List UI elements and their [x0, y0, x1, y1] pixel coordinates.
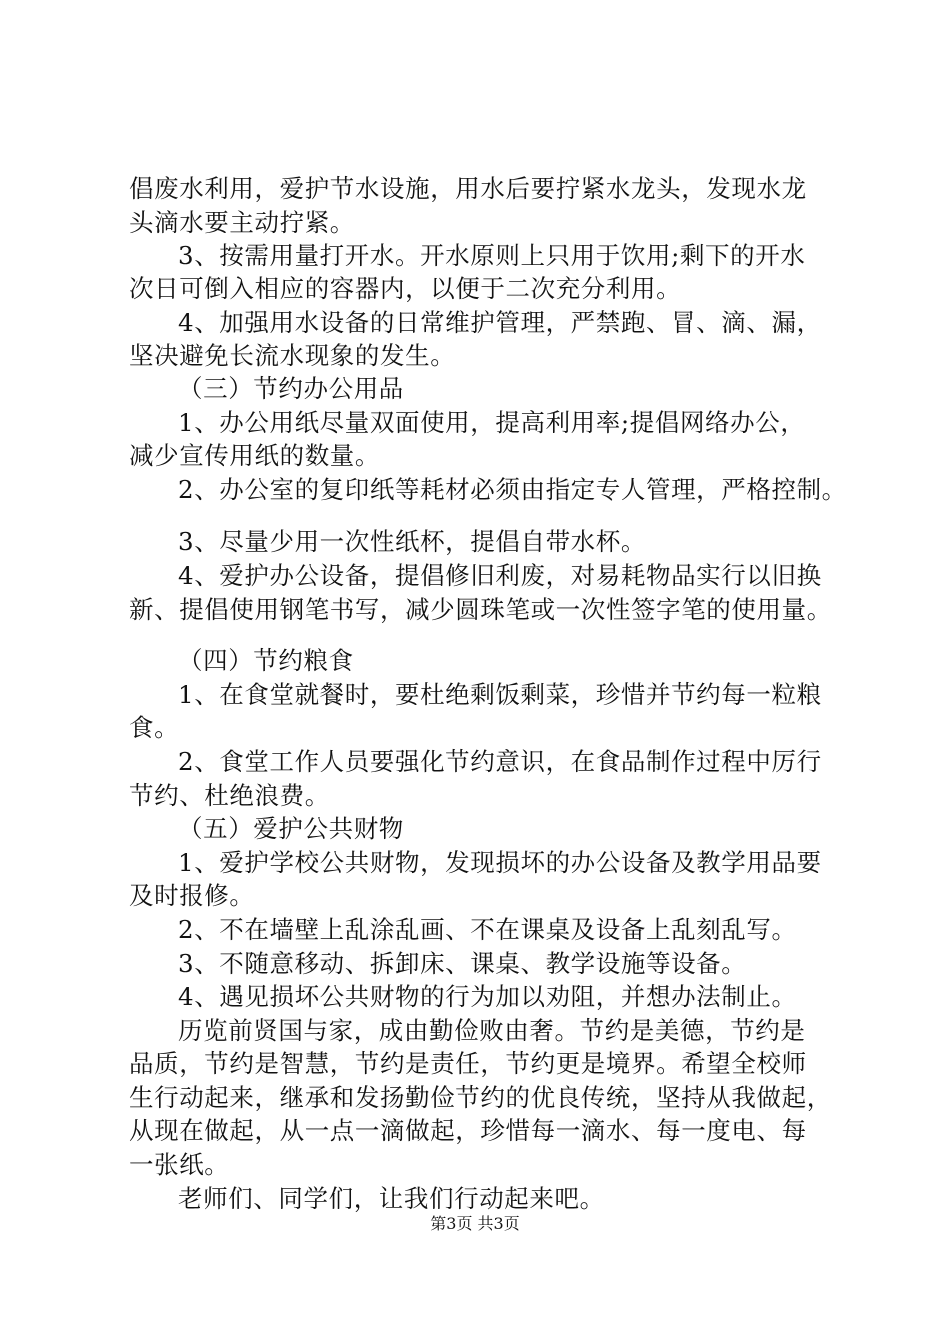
section-heading: （五）爱护公共财物: [178, 814, 404, 843]
text-line: 生行动起来，继承和发扬勤俭节约的优良传统，坚持从我做起，: [129, 1083, 832, 1112]
text-line: 历览前贤国与家，成由勤俭败由奢。节约是美德，节约是: [178, 1016, 806, 1045]
text-line: 从现在做起，从一点一滴做起，珍惜每一滴水、每一度电、每: [129, 1116, 807, 1145]
text-line: 3、按需用量打开水。开水原则上只用于饮用;剩下的开水: [178, 241, 806, 270]
section-heading: （三）节约办公用品: [178, 374, 404, 403]
text-line: 2、不在墙壁上乱涂乱画、不在课桌及设备上乱刻乱写。: [178, 915, 797, 944]
text-line: 及时报修。: [129, 881, 255, 910]
text-line: 4、加强用水设备的日常维护管理，严禁跑、冒、滴、漏，: [178, 308, 822, 337]
text-line: 头滴水要主动拧紧。: [129, 208, 355, 237]
text-line: 倡废水利用，爱护节水设施，用水后要拧紧水龙头，发现水龙: [129, 174, 807, 203]
section-heading: （四）节约粮食: [178, 646, 354, 675]
text-line: 3、尽量少用一次性纸杯，提倡自带水杯。: [178, 527, 646, 556]
text-line: 1、办公用纸尽量双面使用，提高利用率;提倡网络办公，: [178, 408, 806, 437]
text-line: 老师们、同学们，让我们行动起来吧。: [178, 1184, 605, 1213]
text-line: 坚决避免长流水现象的发生。: [129, 341, 456, 370]
text-line: 减少宣传用纸的数量。: [129, 441, 380, 470]
text-line: 次日可倒入相应的容器内，以便于二次充分利用。: [129, 274, 682, 303]
text-line: 一张纸。: [129, 1150, 230, 1179]
text-line: 4、爱护办公设备，提倡修旧利废，对易耗物品实行以旧换: [178, 561, 822, 590]
text-line: 4、遇见损坏公共财物的行为加以劝阻，并想办法制止。: [178, 982, 797, 1011]
text-line: 3、不随意移动、拆卸床、课桌、教学设施等设备。: [178, 949, 747, 978]
text-line: 品质，节约是智慧，节约是责任，节约更是境界。希望全校师: [129, 1049, 807, 1078]
page-footer: 第3页 共3页: [430, 1214, 520, 1233]
text-line: 食。: [129, 713, 180, 742]
text-line: 2、食堂工作人员要强化节约意识，在食品制作过程中厉行: [178, 747, 822, 776]
text-line: 1、在食堂就餐时，要杜绝剩饭剩菜，珍惜并节约每一粒粮: [178, 680, 822, 709]
text-line: 节约、杜绝浪费。: [129, 781, 330, 810]
text-line: 新、提倡使用钢笔书写，减少圆珠笔或一次性签字笔的使用量。: [129, 595, 832, 624]
text-line: 1、爱护学校公共财物，发现损坏的办公设备及教学用品要: [178, 848, 822, 877]
text-line: 2、办公室的复印纸等耗材必须由指定专人管理，严格控制。: [178, 475, 847, 504]
